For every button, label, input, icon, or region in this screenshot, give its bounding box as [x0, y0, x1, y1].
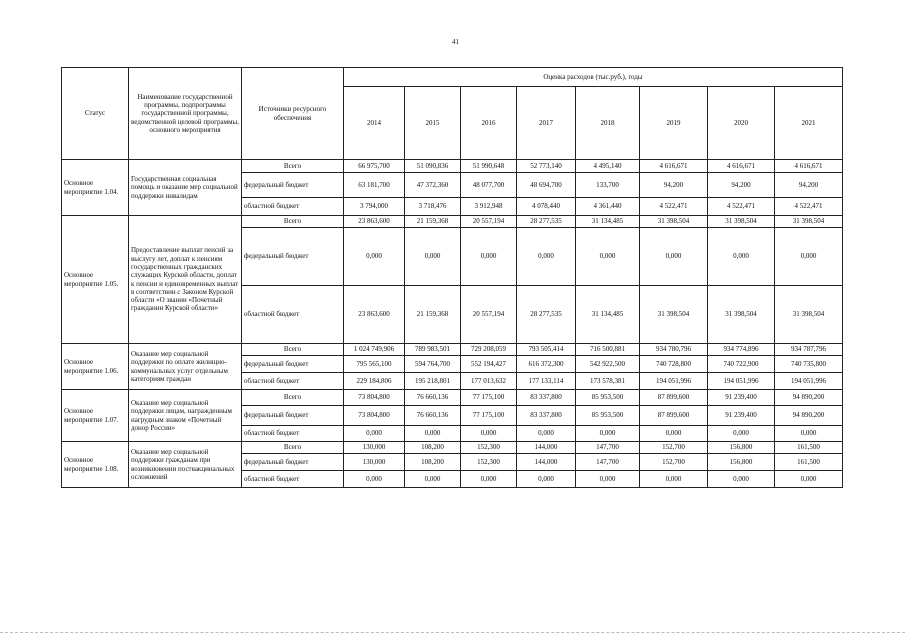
- amount-cell: 229 184,806: [344, 373, 405, 390]
- table-row: [62, 216, 843, 228]
- amount-cell: 4 616,671: [775, 160, 843, 173]
- amount-cell: 23 863,600: [344, 286, 405, 344]
- amount-cell: 94,200: [775, 173, 843, 198]
- amount-cell: 76 660,136: [405, 406, 461, 426]
- amount-cell: 934 787,796: [775, 344, 843, 356]
- amount-cell: 3 912,948: [461, 198, 517, 216]
- page-number: 41: [452, 38, 459, 46]
- amount-cell: 91 239,400: [708, 390, 775, 406]
- amount-cell: 152,300: [461, 454, 517, 471]
- amount-cell: 83 337,800: [517, 390, 576, 406]
- amount-cell: 73 804,800: [344, 390, 405, 406]
- amount-cell: 0,000: [775, 471, 843, 488]
- amount-cell: 31 398,504: [640, 286, 708, 344]
- amount-cell: 0,000: [640, 228, 708, 286]
- amount-cell: 51 090,836: [405, 160, 461, 173]
- amount-cell: 4 522,471: [775, 198, 843, 216]
- amount-cell: 31 398,504: [708, 216, 775, 228]
- amount-cell: 147,700: [576, 454, 640, 471]
- amount-cell: 0,000: [405, 228, 461, 286]
- amount-cell: 0,000: [640, 426, 708, 442]
- amount-cell: 4 616,671: [708, 160, 775, 173]
- funding-source-cell: областной бюджет: [242, 198, 344, 216]
- amount-cell: 87 899,600: [640, 390, 708, 406]
- amount-cell: 793 505,414: [517, 344, 576, 356]
- program-name-cell: Предоставление выплат пенсий за выслугу лет, доплат к пенсиям государственных гражданских служащих Курской области, доплат к пенсии и единовременных выплат в соответствии с Законом Курской области «О звании «Почетный гражданин Курской области»: [129, 216, 242, 344]
- program-name-cell: Оказание мер социальной поддержки по оплате жилищно-коммунальных услуг отдельным категориям граждан: [129, 344, 242, 390]
- expense-table: [61, 67, 843, 488]
- header-program-name: Наименование государственной программы, подпрограммы государственной программы, ведомственной целевой программы, основного мероприятия: [129, 68, 242, 160]
- amount-cell: 91 239,400: [708, 406, 775, 426]
- header-cost-estimate: Оценка расходов (тыс.руб.), годы: [344, 68, 843, 87]
- amount-cell: 1 024 749,906: [344, 344, 405, 356]
- amount-cell: 94 890,200: [775, 390, 843, 406]
- amount-cell: 48 077,700: [461, 173, 517, 198]
- program-name-cell: Государственная социальная помощь и оказание мер социальной поддержки инвалидам: [129, 160, 242, 216]
- amount-cell: 4 616,671: [640, 160, 708, 173]
- amount-cell: 152,700: [640, 454, 708, 471]
- amount-cell: 87 899,600: [640, 406, 708, 426]
- amount-cell: 133,700: [576, 173, 640, 198]
- amount-cell: 0,000: [344, 426, 405, 442]
- amount-cell: 94,200: [640, 173, 708, 198]
- table-row: [62, 160, 843, 173]
- funding-source-cell: областной бюджет: [242, 373, 344, 390]
- amount-cell: 0,000: [708, 228, 775, 286]
- amount-cell: 0,000: [461, 471, 517, 488]
- header-year: 2018: [576, 87, 640, 160]
- amount-cell: 144,000: [517, 442, 576, 454]
- header-funding-source: Источники ресурсного обеспечения: [242, 68, 344, 160]
- funding-source-cell: Всего: [242, 160, 344, 173]
- amount-cell: 552 194,427: [461, 356, 517, 373]
- header-year: 2015: [405, 87, 461, 160]
- amount-cell: 152,300: [461, 442, 517, 454]
- amount-cell: 3 794,000: [344, 198, 405, 216]
- amount-cell: 4 495,140: [576, 160, 640, 173]
- amount-cell: 31 398,504: [775, 216, 843, 228]
- amount-cell: 3 718,476: [405, 198, 461, 216]
- funding-source-cell: Всего: [242, 216, 344, 228]
- amount-cell: 0,000: [344, 228, 405, 286]
- amount-cell: 740 735,800: [775, 356, 843, 373]
- page-bottom-divider: [0, 632, 905, 633]
- amount-cell: 31 398,504: [708, 286, 775, 344]
- amount-cell: 0,000: [517, 426, 576, 442]
- amount-cell: 94,200: [708, 173, 775, 198]
- amount-cell: 0,000: [405, 471, 461, 488]
- amount-cell: 31 398,504: [775, 286, 843, 344]
- amount-cell: 195 218,801: [405, 373, 461, 390]
- amount-cell: 161,500: [775, 454, 843, 471]
- amount-cell: 21 159,368: [405, 216, 461, 228]
- amount-cell: 47 372,360: [405, 173, 461, 198]
- amount-cell: 73 804,800: [344, 406, 405, 426]
- amount-cell: 740 722,900: [708, 356, 775, 373]
- amount-cell: 20 557,194: [461, 216, 517, 228]
- amount-cell: 0,000: [517, 228, 576, 286]
- status-cell: Основное мероприятие 1.07.: [62, 390, 129, 442]
- program-name-cell: Оказание мер социальной поддержки гражданам при возникновении поствакцинальных осложнений: [129, 442, 242, 488]
- amount-cell: 130,000: [344, 454, 405, 471]
- amount-cell: 51 990,648: [461, 160, 517, 173]
- funding-source-cell: областной бюджет: [242, 426, 344, 442]
- funding-source-cell: федеральный бюджет: [242, 356, 344, 373]
- header-year: 2017: [517, 87, 576, 160]
- amount-cell: 85 953,500: [576, 390, 640, 406]
- header-year: 2019: [640, 87, 708, 160]
- amount-cell: 0,000: [405, 426, 461, 442]
- amount-cell: 48 694,700: [517, 173, 576, 198]
- status-cell: Основное мероприятие 1.08.: [62, 442, 129, 488]
- amount-cell: 156,800: [708, 442, 775, 454]
- amount-cell: 31 134,485: [576, 216, 640, 228]
- amount-cell: 21 159,368: [405, 286, 461, 344]
- amount-cell: 28 277,535: [517, 286, 576, 344]
- table-row: [62, 344, 843, 356]
- amount-cell: 83 337,800: [517, 406, 576, 426]
- funding-source-cell: федеральный бюджет: [242, 454, 344, 471]
- amount-cell: 0,000: [576, 228, 640, 286]
- header-year: 2014: [344, 87, 405, 160]
- amount-cell: 144,000: [517, 454, 576, 471]
- amount-cell: 0,000: [708, 471, 775, 488]
- funding-source-cell: федеральный бюджет: [242, 228, 344, 286]
- amount-cell: 0,000: [461, 228, 517, 286]
- table-row: [62, 390, 843, 406]
- amount-cell: 0,000: [775, 426, 843, 442]
- amount-cell: 63 181,700: [344, 173, 405, 198]
- header-year: 2021: [775, 87, 843, 160]
- amount-cell: 795 565,100: [344, 356, 405, 373]
- funding-source-cell: Всего: [242, 442, 344, 454]
- status-cell: Основное мероприятие 1.04.: [62, 160, 129, 216]
- amount-cell: 31 134,485: [576, 286, 640, 344]
- funding-source-cell: областной бюджет: [242, 286, 344, 344]
- amount-cell: 177 013,632: [461, 373, 517, 390]
- amount-cell: 740 728,800: [640, 356, 708, 373]
- amount-cell: 4 078,440: [517, 198, 576, 216]
- amount-cell: 616 372,300: [517, 356, 576, 373]
- amount-cell: 0,000: [517, 471, 576, 488]
- amount-cell: 0,000: [640, 471, 708, 488]
- amount-cell: 0,000: [344, 471, 405, 488]
- amount-cell: 542 922,500: [576, 356, 640, 373]
- header-year: 2020: [708, 87, 775, 160]
- amount-cell: 161,500: [775, 442, 843, 454]
- amount-cell: 85 953,500: [576, 406, 640, 426]
- amount-cell: 77 175,100: [461, 406, 517, 426]
- amount-cell: 789 983,501: [405, 344, 461, 356]
- status-cell: Основное мероприятие 1.05.: [62, 216, 129, 344]
- amount-cell: 177 133,114: [517, 373, 576, 390]
- amount-cell: 0,000: [461, 426, 517, 442]
- amount-cell: 76 660,136: [405, 390, 461, 406]
- funding-source-cell: Всего: [242, 390, 344, 406]
- amount-cell: 594 764,700: [405, 356, 461, 373]
- amount-cell: 147,700: [576, 442, 640, 454]
- amount-cell: 729 208,059: [461, 344, 517, 356]
- amount-cell: 0,000: [775, 228, 843, 286]
- amount-cell: 20 557,194: [461, 286, 517, 344]
- amount-cell: 108,200: [405, 454, 461, 471]
- table-row: [62, 442, 843, 454]
- amount-cell: 173 578,381: [576, 373, 640, 390]
- funding-source-cell: Всего: [242, 344, 344, 356]
- amount-cell: 23 863,600: [344, 216, 405, 228]
- amount-cell: 934 774,896: [708, 344, 775, 356]
- amount-cell: 0,000: [708, 426, 775, 442]
- amount-cell: 52 773,140: [517, 160, 576, 173]
- amount-cell: 194 051,996: [708, 373, 775, 390]
- amount-cell: 4 522,471: [640, 198, 708, 216]
- amount-cell: 66 975,700: [344, 160, 405, 173]
- header-status: Статус: [62, 68, 129, 160]
- amount-cell: 194 051,996: [775, 373, 843, 390]
- amount-cell: 28 277,535: [517, 216, 576, 228]
- amount-cell: 94 890,200: [775, 406, 843, 426]
- amount-cell: 4 522,471: [708, 198, 775, 216]
- amount-cell: 0,000: [576, 471, 640, 488]
- amount-cell: 152,700: [640, 442, 708, 454]
- amount-cell: 934 780,796: [640, 344, 708, 356]
- table-body: [62, 160, 843, 488]
- amount-cell: 716 500,881: [576, 344, 640, 356]
- amount-cell: 156,800: [708, 454, 775, 471]
- funding-source-cell: федеральный бюджет: [242, 406, 344, 426]
- status-cell: Основное мероприятие 1.06.: [62, 344, 129, 390]
- amount-cell: 130,000: [344, 442, 405, 454]
- funding-source-cell: федеральный бюджет: [242, 173, 344, 198]
- amount-cell: 108,200: [405, 442, 461, 454]
- amount-cell: 0,000: [576, 426, 640, 442]
- amount-cell: 194 051,996: [640, 373, 708, 390]
- amount-cell: 4 361,440: [576, 198, 640, 216]
- amount-cell: 31 398,504: [640, 216, 708, 228]
- funding-source-cell: областной бюджет: [242, 471, 344, 488]
- header-year: 2016: [461, 87, 517, 160]
- program-name-cell: Оказание мер социальной поддержки лицам, награжденным нагрудным знаком «Почетный донор России»: [129, 390, 242, 442]
- amount-cell: 77 175,100: [461, 390, 517, 406]
